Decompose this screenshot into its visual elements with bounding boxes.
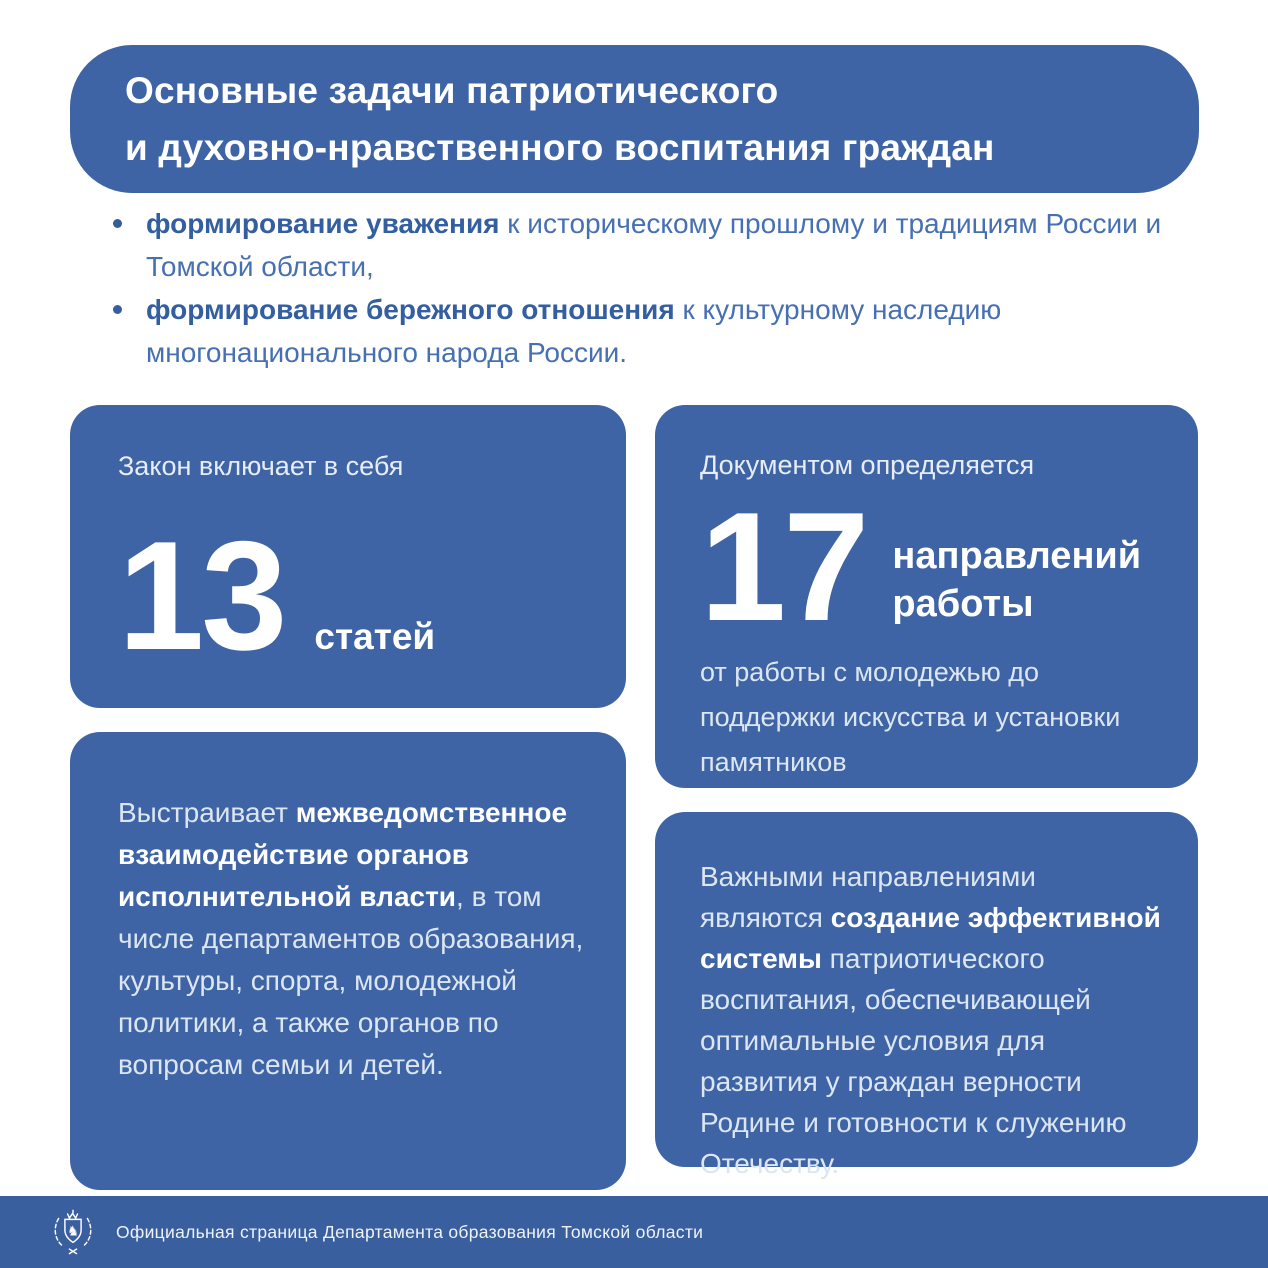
footer-caption: Официальная страница Департамента образования Томской области bbox=[116, 1221, 704, 1242]
card-law-label: Закон включает в себя bbox=[118, 451, 404, 481]
card-law-articles bbox=[70, 405, 626, 708]
svg-text:♞: ♞ bbox=[66, 1223, 80, 1240]
directions-unit-line1: направлений bbox=[892, 535, 1142, 577]
articles-count: 13 bbox=[118, 509, 285, 682]
card-law-stat bbox=[118, 509, 586, 682]
page-title-line2: и духовно-нравственного воспитания граждан bbox=[125, 127, 995, 168]
bullet-item-respect: формирование уважения к историческому прошлому и традициям России и Томской области, bbox=[100, 202, 1210, 288]
card-interagency-cooperation bbox=[70, 732, 626, 1190]
card-work-directions bbox=[655, 405, 1198, 788]
bullet-list bbox=[100, 202, 1210, 374]
directions-unit bbox=[892, 532, 1141, 628]
card-directions-label: Документом определяется bbox=[700, 450, 1035, 480]
header-banner bbox=[70, 45, 1199, 193]
bullet-item-heritage: формирование бережного отношения к культурному наследию многонационального народа России. bbox=[100, 288, 1210, 374]
tomsk-region-coat-of-arms-icon bbox=[46, 1205, 100, 1259]
interagency-text: Выстраивает межведомственное взаимодействие органов исполнительной власти, в том числе департаментов образования, культуры, спорта, молодежной политики, а также органов по вопросам семьи и детей. bbox=[118, 797, 584, 1080]
card-directions-stat bbox=[700, 480, 1160, 653]
card-effective-system bbox=[655, 812, 1198, 1179]
directions-description: от работы с молодежью до поддержки искусства и установки памятников bbox=[700, 657, 1121, 777]
articles-unit: статей bbox=[314, 616, 436, 657]
directions-count: 17 bbox=[700, 480, 867, 653]
system-text: Важными направлениями являются создание эффективной системы патриотического воспитания, обеспечивающей оптимальные условия для развития у граждан верности Родине и готовности к служению Отечеству. bbox=[700, 861, 1161, 1179]
footer-bar bbox=[0, 1196, 1268, 1268]
page-title-line1: Основные задачи патриотического bbox=[125, 70, 779, 111]
directions-unit-line2: работы bbox=[892, 583, 1034, 625]
